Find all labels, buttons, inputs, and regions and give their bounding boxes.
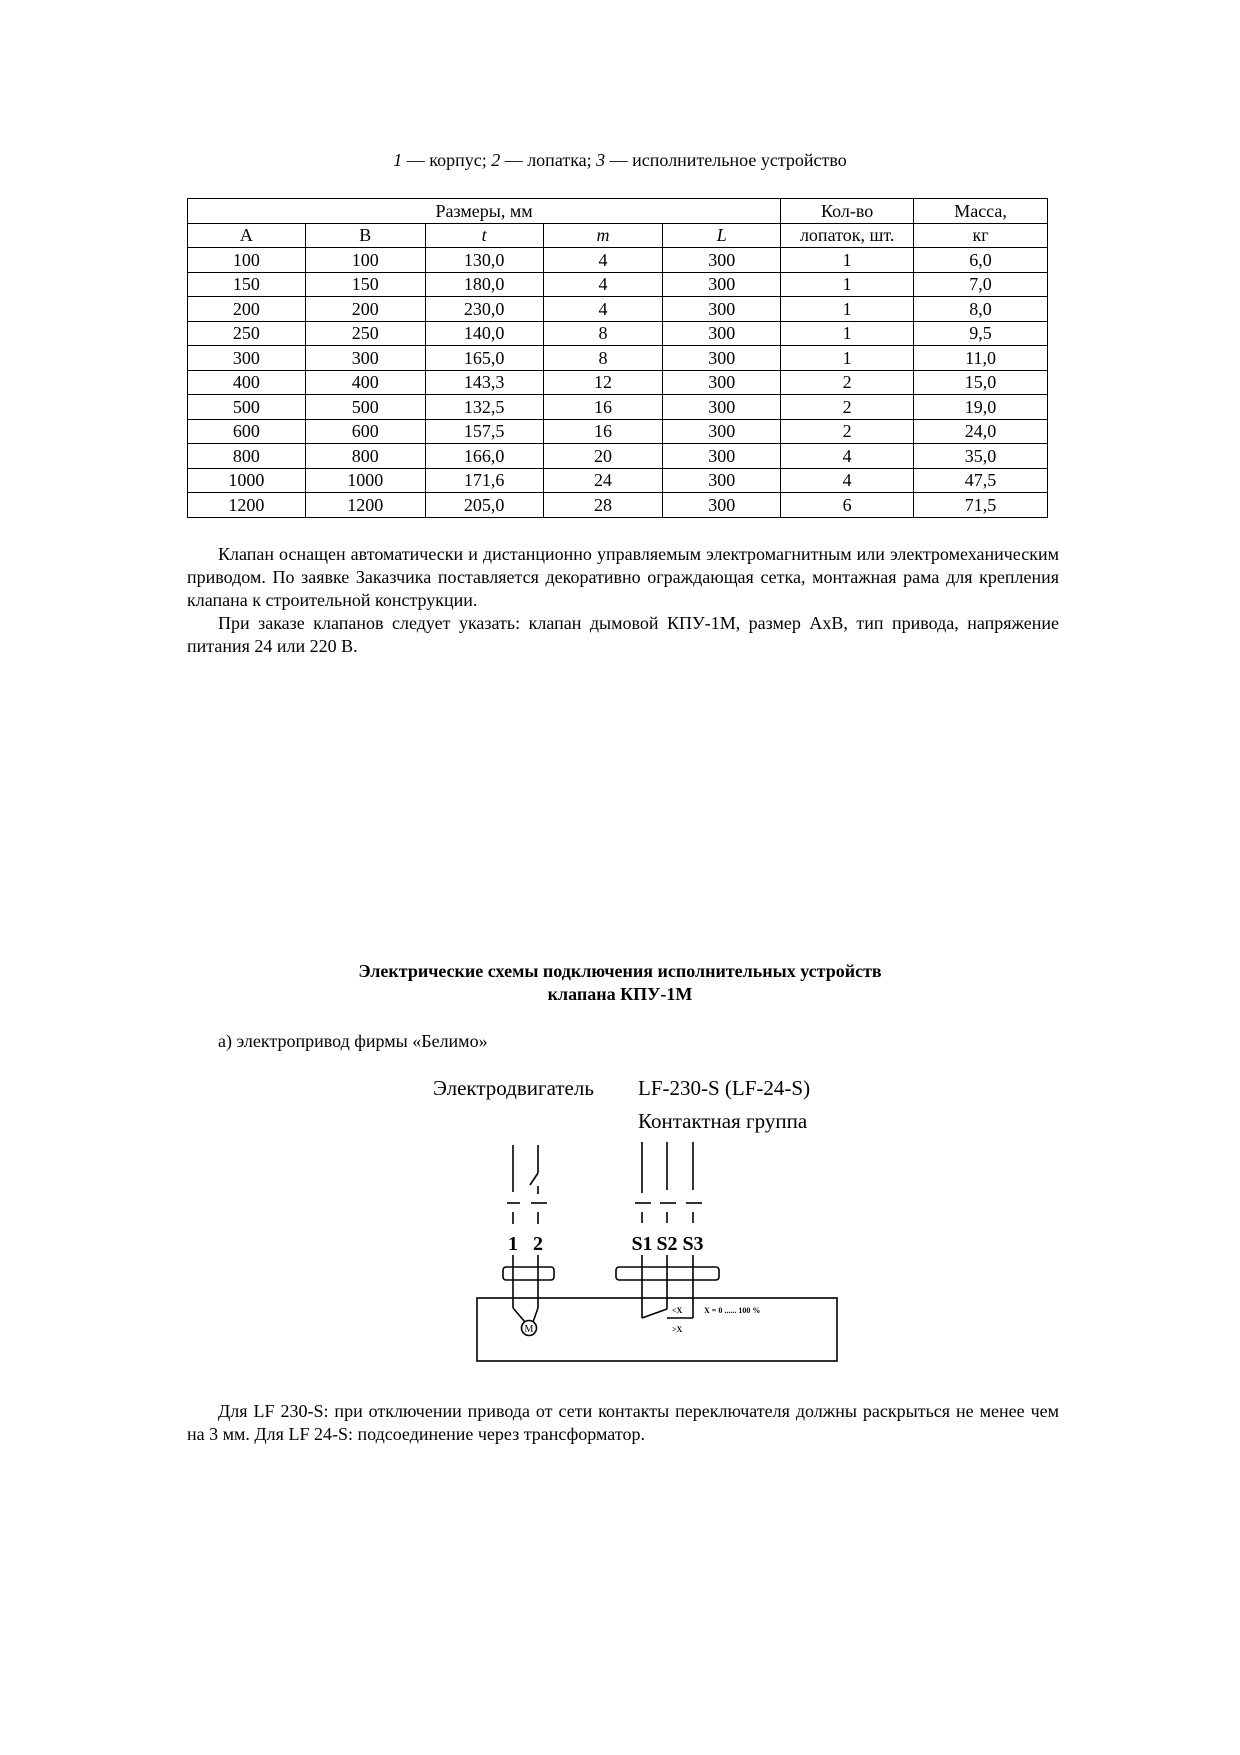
table-row — [188, 346, 1048, 371]
table-cell: 230,0 — [425, 297, 543, 322]
motor-terminal-bar — [503, 1267, 554, 1280]
table-cell: 300 — [663, 321, 781, 346]
terminal-1: 1 — [508, 1233, 518, 1255]
table-cell: 300 — [663, 272, 781, 297]
table-cell: 4 — [781, 468, 914, 493]
table-cell: 200 — [188, 297, 306, 322]
table-row — [188, 493, 1048, 518]
table-cell: 150 — [305, 272, 425, 297]
table-cell: 130,0 — [425, 248, 543, 273]
wiring-diagram — [420, 1060, 870, 1380]
header-m: m — [543, 223, 663, 248]
table-cell: 165,0 — [425, 346, 543, 371]
table-cell: 1 — [781, 297, 914, 322]
table-cell: 71,5 — [914, 493, 1048, 518]
terminal-s2: S2 — [656, 1233, 678, 1255]
header-dimensions: Размеры, мм — [188, 199, 781, 224]
table-cell: 8 — [543, 321, 663, 346]
table-row — [188, 395, 1048, 420]
table-cell: 28 — [543, 493, 663, 518]
table-cell: 6,0 — [914, 248, 1048, 273]
dimensions-table — [187, 198, 1048, 518]
table-cell: 24,0 — [914, 419, 1048, 444]
table-cell: 300 — [663, 346, 781, 371]
subheading: а) электропривод фирмы «Белимо» — [218, 1031, 488, 1051]
table-cell: 300 — [663, 468, 781, 493]
table-cell: 140,0 — [425, 321, 543, 346]
table-cell: 300 — [663, 419, 781, 444]
table-row — [188, 272, 1048, 297]
header-a: A — [188, 223, 306, 248]
range-label: X = 0 ...... 100 % — [704, 1306, 761, 1315]
table-row — [188, 321, 1048, 346]
table-cell: 15,0 — [914, 370, 1048, 395]
table-row — [188, 370, 1048, 395]
table-cell: 150 — [188, 272, 306, 297]
table-cell: 300 — [663, 395, 781, 420]
table-cell: 7,0 — [914, 272, 1048, 297]
caption-num: 1 — [393, 150, 403, 170]
caption-num: 2 — [491, 150, 501, 170]
table-cell: 16 — [543, 419, 663, 444]
table-cell: 8 — [543, 346, 663, 371]
table-cell: 24 — [543, 468, 663, 493]
table-cell: 1000 — [305, 468, 425, 493]
table-cell: 2 — [781, 395, 914, 420]
table-cell: 300 — [188, 346, 306, 371]
table-cell: 1200 — [188, 493, 306, 518]
header-count: Кол-во — [781, 199, 914, 224]
motor-label: Электродвигатель — [433, 1076, 594, 1100]
figure-caption — [0, 150, 1240, 171]
table-cell: 180,0 — [425, 272, 543, 297]
table-row — [188, 468, 1048, 493]
table-cell: 9,5 — [914, 321, 1048, 346]
table-cell: 4 — [543, 248, 663, 273]
table-cell: 200 — [305, 297, 425, 322]
caption-text: — исполнительное устройство — [605, 150, 847, 170]
table-cell: 300 — [663, 370, 781, 395]
table-cell: 1 — [781, 248, 914, 273]
table-row — [188, 419, 1048, 444]
greater-than-x-label: >X — [672, 1325, 683, 1334]
heading-line-2: клапана КПУ-1М — [547, 984, 693, 1004]
table-cell: 800 — [305, 444, 425, 469]
table-cell: 8,0 — [914, 297, 1048, 322]
terminal-s1: S1 — [631, 1233, 653, 1255]
paragraph-order: При заказе клапанов следует указать: клапан дымовой КПУ-1М, размер АхВ, тип привода, напряжение питания 24 или 220 В. — [187, 613, 1059, 656]
table-cell: 500 — [188, 395, 306, 420]
table-cell: 2 — [781, 419, 914, 444]
paragraph-drive: Клапан оснащен автоматически и дистанционно управляемым электромагнитным или электромеханическим приводом. По заявке Заказчика поставляется декоративно ограждающая сетка, монтажная рама для крепления клапана к строительной конструкции. — [187, 544, 1059, 610]
motor-symbol: M — [524, 1324, 534, 1335]
model-label: LF-230-S (LF-24-S) — [638, 1076, 811, 1100]
table-cell: 800 — [188, 444, 306, 469]
header-count-unit: лопаток, шт. — [781, 223, 914, 248]
table-row — [188, 444, 1048, 469]
table-cell: 157,5 — [425, 419, 543, 444]
table-row — [188, 248, 1048, 273]
heading-line-1: Электрические схемы подключения исполнительных устройств — [358, 961, 882, 981]
header-mass-unit: кг — [914, 223, 1048, 248]
table-cell: 1000 — [188, 468, 306, 493]
table-cell: 500 — [305, 395, 425, 420]
table-cell: 2 — [781, 370, 914, 395]
table-cell: 400 — [188, 370, 306, 395]
table-cell: 400 — [305, 370, 425, 395]
less-than-x-label: <X — [672, 1306, 683, 1315]
table-cell: 4 — [543, 272, 663, 297]
header-b: B — [305, 223, 425, 248]
table-cell: 132,5 — [425, 395, 543, 420]
table-cell: 143,3 — [425, 370, 543, 395]
table-cell: 600 — [188, 419, 306, 444]
table-cell: 16 — [543, 395, 663, 420]
table-cell: 300 — [663, 493, 781, 518]
table-cell: 20 — [543, 444, 663, 469]
table-cell: 300 — [663, 248, 781, 273]
table-cell: 4 — [781, 444, 914, 469]
header-mass: Масса, — [914, 199, 1048, 224]
table-cell: 35,0 — [914, 444, 1048, 469]
caption-text: — лопатка; — [500, 150, 597, 170]
table-cell: 166,0 — [425, 444, 543, 469]
table-cell: 1 — [781, 272, 914, 297]
table-cell: 100 — [305, 248, 425, 273]
table-cell: 250 — [188, 321, 306, 346]
table-cell: 300 — [305, 346, 425, 371]
caption-num: 3 — [596, 150, 606, 170]
table-cell: 205,0 — [425, 493, 543, 518]
table-cell: 11,0 — [914, 346, 1048, 371]
terminal-2: 2 — [533, 1233, 543, 1255]
table-row — [188, 297, 1048, 322]
contact-group-label: Контактная группа — [638, 1109, 808, 1133]
contact-wires — [635, 1142, 702, 1318]
table-cell: 1200 — [305, 493, 425, 518]
table-cell: 1 — [781, 321, 914, 346]
table-cell: 171,6 — [425, 468, 543, 493]
table-cell: 12 — [543, 370, 663, 395]
paragraph-notes: Для LF 230-S: при отключении привода от сети контакты переключателя должны раскрыться не менее чем на 3 мм. Для LF 24-S: подсоединение через трансформатор. — [187, 1401, 1059, 1444]
table-cell: 1 — [781, 346, 914, 371]
terminal-s3: S3 — [682, 1233, 704, 1255]
caption-text: — корпус; — [402, 150, 492, 170]
table-cell: 6 — [781, 493, 914, 518]
table-cell: 19,0 — [914, 395, 1048, 420]
table-cell: 600 — [305, 419, 425, 444]
section-heading — [0, 960, 1240, 1006]
table-cell: 100 — [188, 248, 306, 273]
table-cell: 300 — [663, 444, 781, 469]
table-cell: 250 — [305, 321, 425, 346]
header-l: L — [663, 223, 781, 248]
table-cell: 47,5 — [914, 468, 1048, 493]
table-cell: 300 — [663, 297, 781, 322]
table-cell: 4 — [543, 297, 663, 322]
header-t: t — [425, 223, 543, 248]
